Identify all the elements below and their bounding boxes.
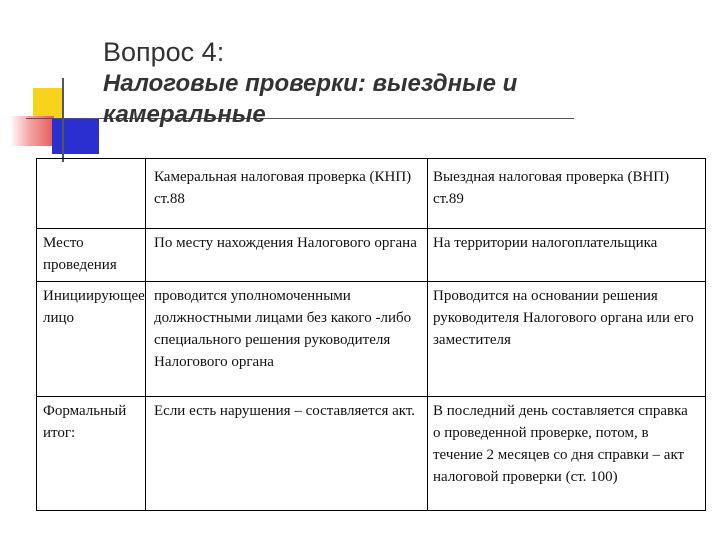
vnp-cell: В последний день составляется справка о проведенной проверке, потом, в течение 2 месяцев со дня справки – акт налоговой проверки (ст. 100): [427, 397, 705, 510]
row-label: Место проведения: [43, 235, 117, 273]
knp-cell: проводится уполномоченными должностными лицами без какого -либо специального решения руководителя Налогового органа: [145, 282, 427, 396]
table-row: [37, 281, 705, 396]
table-header-row: [37, 159, 705, 228]
title-topic: Налоговые проверки: выездные и камеральные: [103, 70, 518, 128]
table-row: [37, 228, 705, 281]
slide-title: [103, 36, 623, 130]
header-knp: Камеральная налоговая проверка (КНП) ст.88: [145, 159, 427, 228]
vnp-cell: На территории налогоплательщика: [427, 229, 705, 281]
title-question-number: Вопрос 4:: [103, 37, 225, 67]
decor-red-square: [10, 116, 54, 146]
decor-blue-square: [52, 118, 99, 154]
vnp-cell: Проводится на основании решения руководителя Налогового органа или его заместителя: [427, 282, 705, 396]
header-empty-cell: [37, 159, 145, 228]
knp-cell: Если есть нарушения – составляется акт.: [145, 397, 427, 510]
table-row: [37, 396, 705, 510]
header-vnp: Выездная налоговая проверка (ВНП) ст.89: [427, 159, 705, 228]
decor-vertical-line: [62, 78, 64, 162]
row-label: Инициирующее лицо: [43, 288, 145, 326]
row-label: Формальный итог:: [43, 403, 127, 441]
knp-cell: По месту нахождения Налогового органа: [145, 229, 427, 281]
comparison-table: [36, 158, 706, 511]
